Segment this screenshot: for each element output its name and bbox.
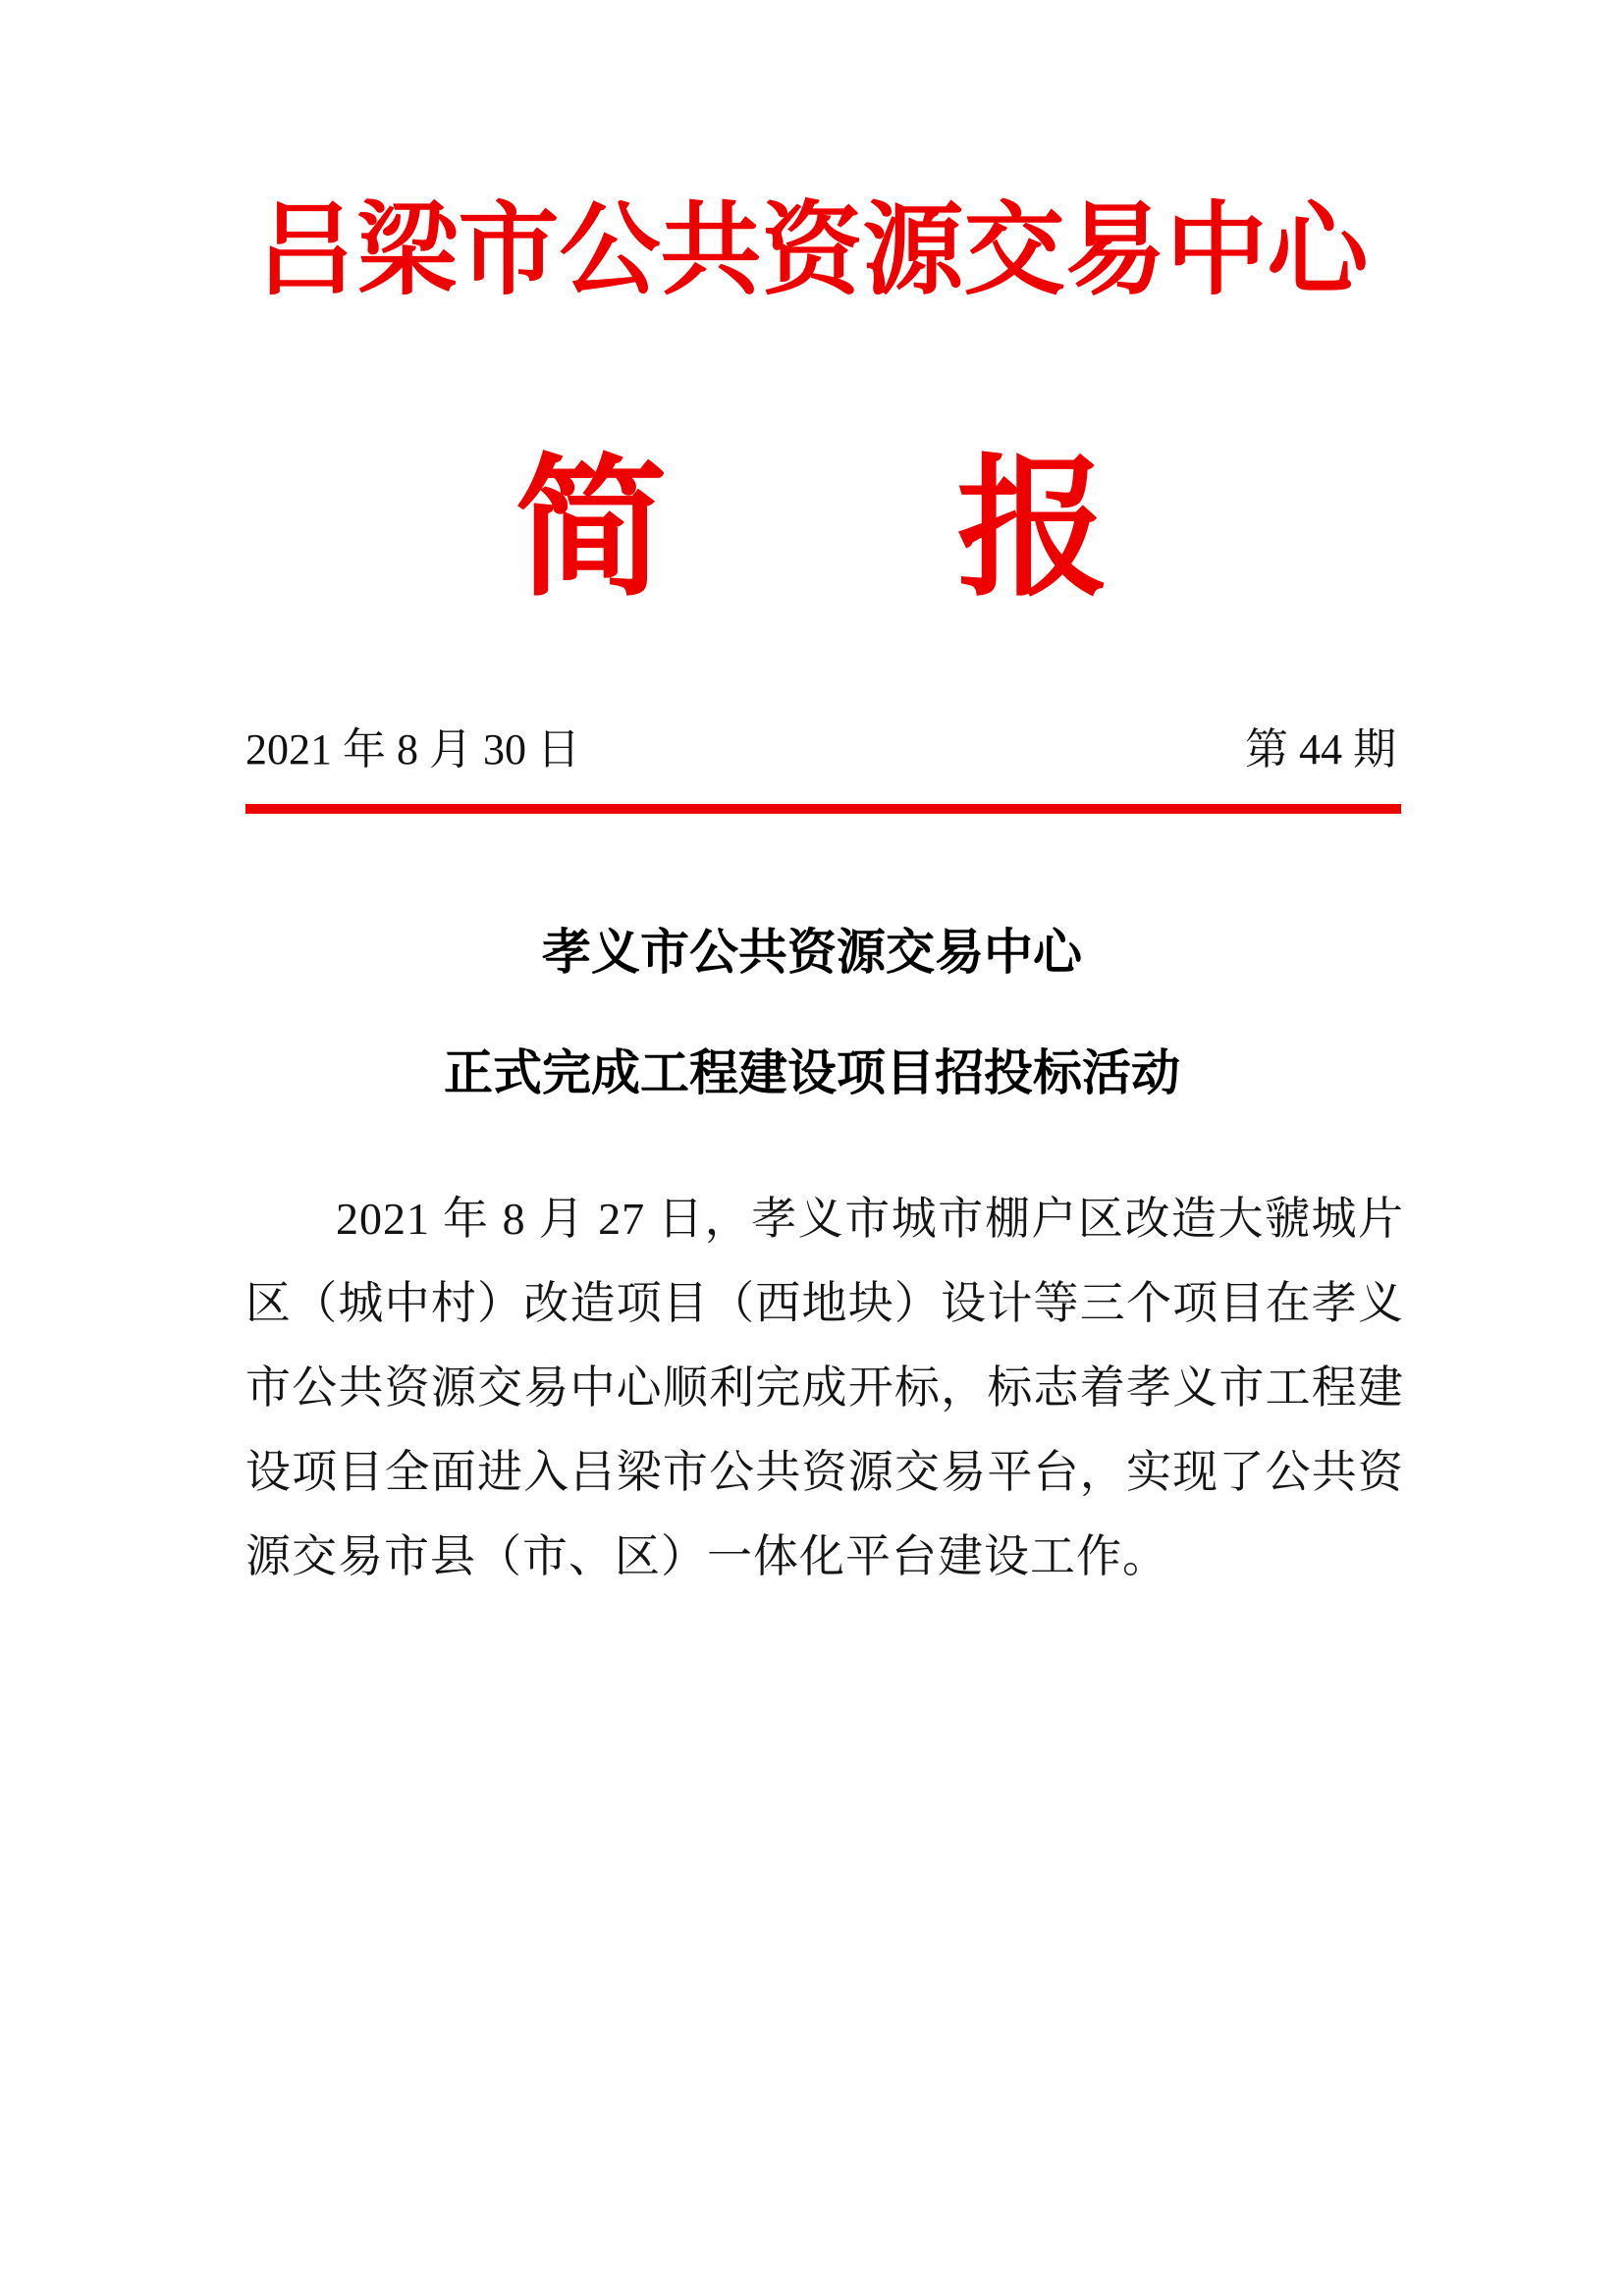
issue-number: 第 44 期 <box>1245 725 1396 774</box>
bulletin-title-char-jian: 简 <box>514 445 668 614</box>
article-heading-line2: 正式完成工程建设项目招投标活动 <box>444 1045 1180 1100</box>
issue-date: 2021 年 8 月 30 日 <box>245 725 580 774</box>
meta-row <box>245 722 1396 777</box>
bulletin-title <box>0 422 1624 638</box>
article-heading-line1: 孝义市公共资源交易中心 <box>542 925 1082 980</box>
bulletin-title-char-bao: 报 <box>956 445 1110 614</box>
red-divider-rule <box>245 804 1401 814</box>
masthead-organization-title: 吕梁市公共资源交易中心 <box>255 195 1369 307</box>
article-body-paragraph: 2021 年 8 月 27 日，孝义市城市棚户区改造大虢城片区（城中村）改造项目（西地块）设计等三个项目在孝义市公共资源交易中心顺利完成开标，标志着孝义市工程建设项目全面进入吕梁市公共资源交易平台，实现了公共资源交易市县（市、区）一体化平台建设工作。 <box>245 1194 1404 1581</box>
